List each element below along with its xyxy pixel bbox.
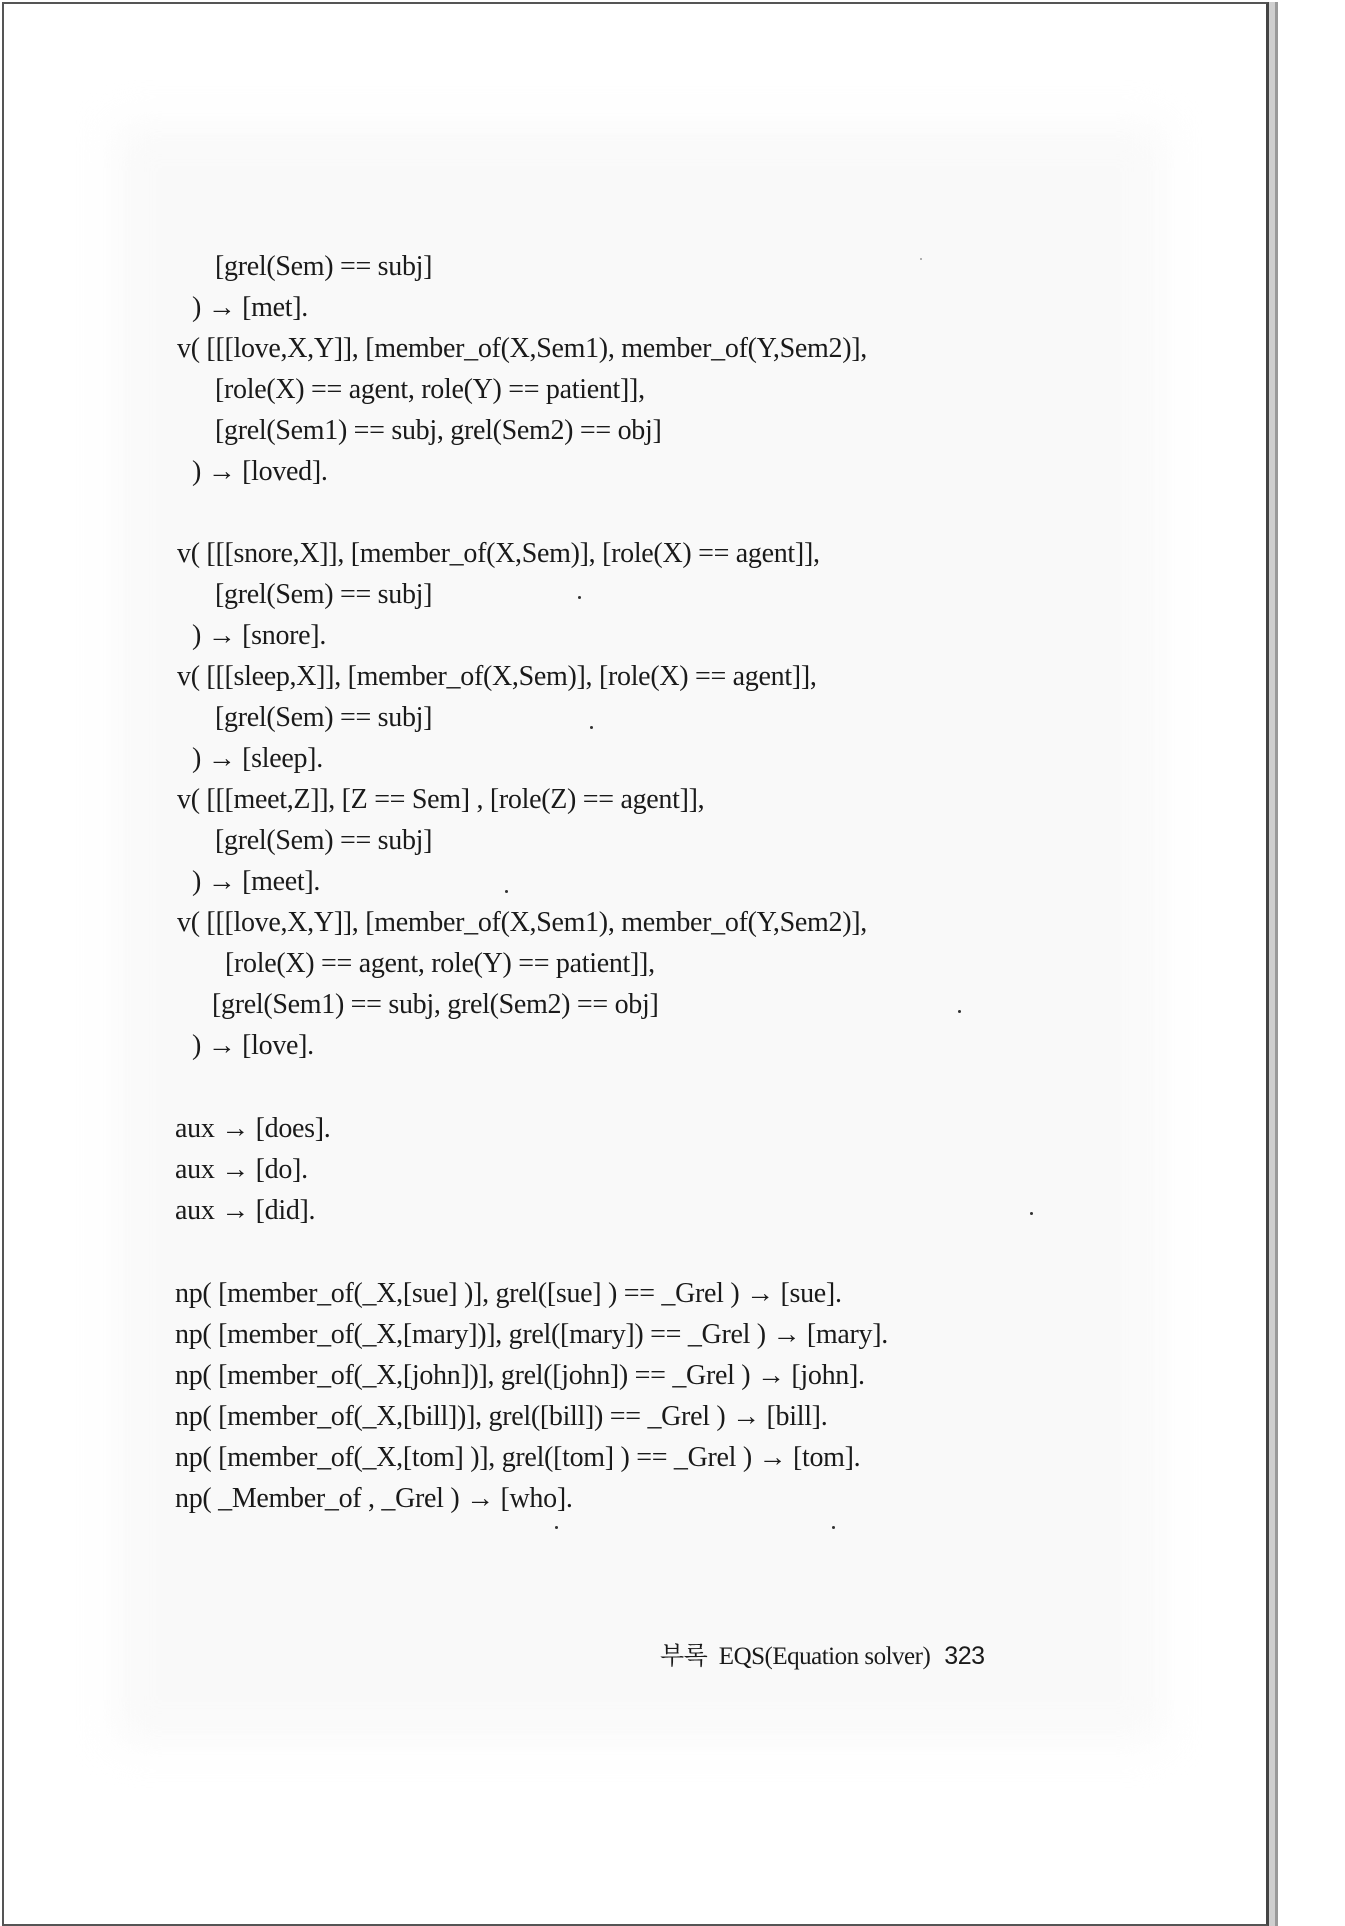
code-line: [role(X) == agent, role(Y) == patient]],: [215, 374, 645, 405]
code-line: [grel(Sem1) == subj, grel(Sem2) == obj]: [215, 415, 662, 446]
code-line: np( [member_of(_X,[sue] )], grel([sue] ) == _Grel ) → [sue].: [175, 1278, 842, 1309]
footer-section-title: 부록 EQS(Equation solver): [660, 1643, 931, 1670]
scan-speck: [505, 890, 508, 893]
code-line: np( [member_of(_X,[bill])], grel([bill]) == _Grel ) → [bill].: [175, 1401, 828, 1432]
scan-speck: [555, 1526, 558, 1529]
code-line: np( _Member_of , _Grel ) → [who].: [175, 1483, 573, 1514]
code-line: [grel(Sem) == subj]: [215, 251, 433, 282]
code-line: ) → [meet].: [192, 866, 321, 897]
code-line: np( [member_of(_X,[tom] )], grel([tom] ) == _Grel ) → [tom].: [175, 1442, 861, 1473]
code-line: [grel(Sem1) == subj, grel(Sem2) == obj]: [212, 989, 659, 1020]
code-line: np( [member_of(_X,[john])], grel([john]) == _Grel ) → [john].: [175, 1360, 865, 1391]
page-footer: [660, 1636, 985, 1672]
code-line: ) → [sleep].: [192, 743, 323, 774]
code-line: ) → [loved].: [192, 456, 328, 487]
code-line: ) → [snore].: [192, 620, 327, 651]
code-line: [grel(Sem) == subj]: [215, 579, 433, 610]
page-number: 323: [944, 1642, 985, 1670]
scan-speck: [590, 726, 593, 729]
code-line: ) → [met].: [192, 292, 308, 323]
code-line: ) → [love].: [192, 1030, 314, 1061]
code-line: v( [[[love,X,Y]], [member_of(X,Sem1), member_of(Y,Sem2)],: [177, 907, 867, 938]
scan-speck: [578, 596, 581, 599]
code-line: v( [[[love,X,Y]], [member_of(X,Sem1), member_of(Y,Sem2)],: [177, 333, 867, 364]
code-line: aux → [did].: [175, 1195, 316, 1226]
scan-speck: [958, 1010, 961, 1013]
code-line: [grel(Sem) == subj]: [215, 825, 433, 856]
code-line: v( [[[sleep,X]], [member_of(X,Sem)], [role(X) == agent]],: [177, 661, 817, 692]
scan-speck: [1030, 1212, 1033, 1215]
code-line: v( [[[meet,Z]], [Z == Sem] , [role(Z) == agent]],: [177, 784, 705, 815]
code-line: aux → [do].: [175, 1154, 308, 1185]
code-line: [role(X) == agent, role(Y) == patient]],: [225, 948, 655, 979]
code-line: aux → [does].: [175, 1113, 331, 1144]
scan-speck: [920, 258, 922, 260]
scan-speck: [832, 1526, 835, 1529]
code-line: v( [[[snore,X]], [member_of(X,Sem)], [role(X) == agent]],: [177, 538, 820, 569]
code-line: [grel(Sem) == subj]: [215, 702, 433, 733]
code-line: np( [member_of(_X,[mary])], grel([mary]) == _Grel ) → [mary].: [175, 1319, 888, 1350]
